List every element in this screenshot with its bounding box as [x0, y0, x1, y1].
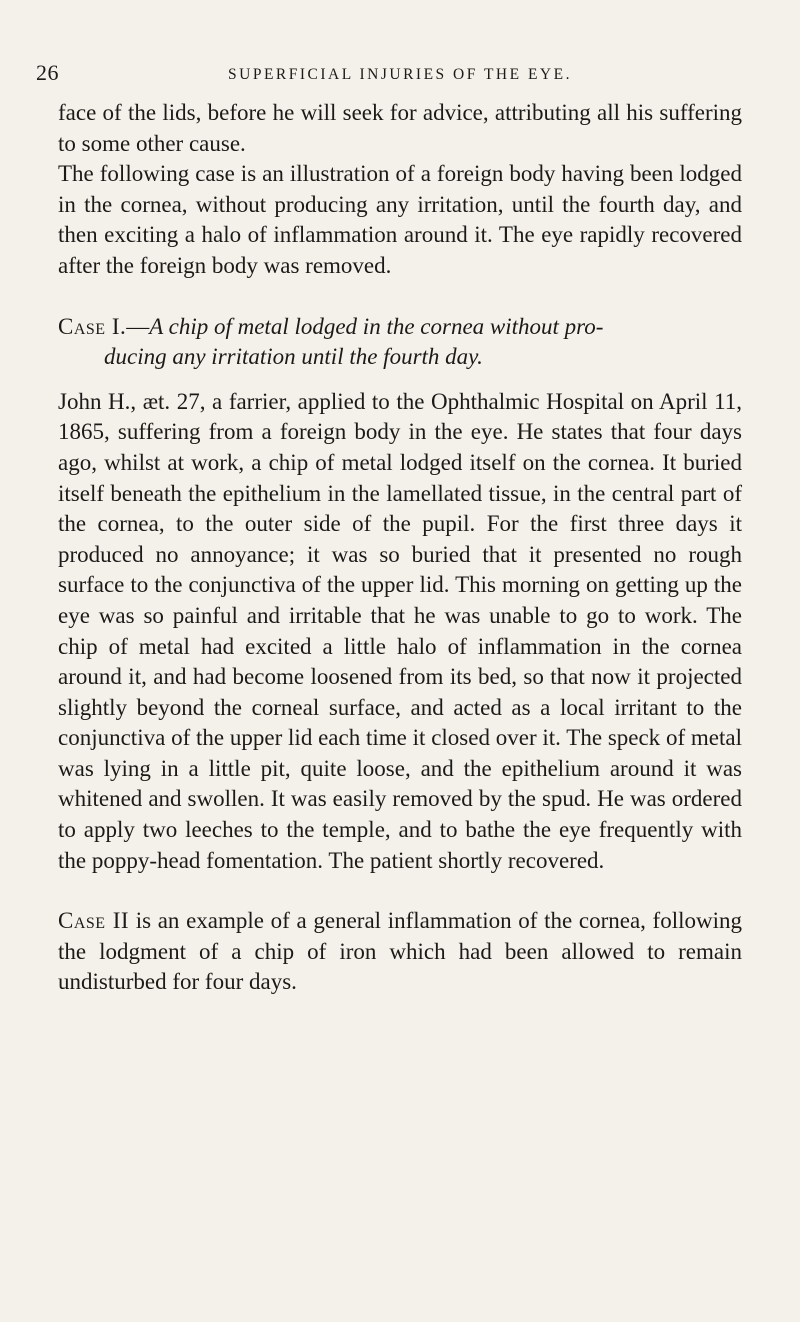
case-two-paragraph — [58, 906, 742, 998]
page-header — [36, 58, 742, 90]
case-narrative: John H., æt. 27, a farrier, applied to the Ophthalmic Hospital on April 11, 1865, suffering from a foreign body in the eye. He states that four days ago, whilst at work, a chip of metal lodged itself on the cornea. It buried itself beneath the epithelium in the lamellated tissue, in the central part of the cornea, to the outer side of the pupil. For the first three days it produced no annoyance; it was so buried that it presented no rough surface to the conjunctiva of the upper lid. This morning on getting up the eye was so painful and irritable that he was unable to go to work. The chip of metal had excited a little halo of inflammation in the cornea around it, and had become loosened from its bed, so that now it projected slightly beyond the corneal surface, and acted as a local irritant to the conjunctiva of the upper lid each time it closed over it. The speck of metal was lying in a little pit, quite loose, and the epithelium around it was whitened and swollen. It was easily removed by the spud. He was ordered to apply two leeches to the temple, and to bathe the eye frequently with the poppy-head fomentation. The patient shortly recovered. — [58, 388, 742, 873]
paragraph-continuation: face of the lids, before he will seek for advice, attributing all his suffering to some other cause. — [58, 100, 742, 156]
body-text — [58, 98, 742, 998]
page-number: 26 — [36, 60, 59, 85]
running-head: SUPERFICIAL INJURIES OF THE EYE. — [228, 66, 572, 83]
case-two-label: Case II — [58, 908, 130, 934]
spacer — [58, 373, 742, 387]
case-heading — [58, 312, 742, 373]
spacer — [58, 876, 742, 906]
case-label: Case I. — [58, 313, 127, 339]
case-subtitle-line1: A chip of metal lodged in the cornea without pro- — [149, 313, 604, 339]
case-two-text: is an example of a general inflammation of the cornea, following the lodgment of a chip of iron which had been allowed to remain undisturbed for four days. — [58, 908, 742, 995]
paragraph-illustration: The following case is an illustration of a foreign body having been lodged in the cornea, without producing any irritation, until the fourth day, and then exciting a halo of inflammation around it. The eye rapidly recovered after the foreign body was removed. — [58, 161, 742, 278]
spacer — [58, 282, 742, 312]
case-subtitle-line2: ducing any irritation until the fourth day. — [104, 344, 483, 370]
case-dash: — — [126, 313, 150, 339]
